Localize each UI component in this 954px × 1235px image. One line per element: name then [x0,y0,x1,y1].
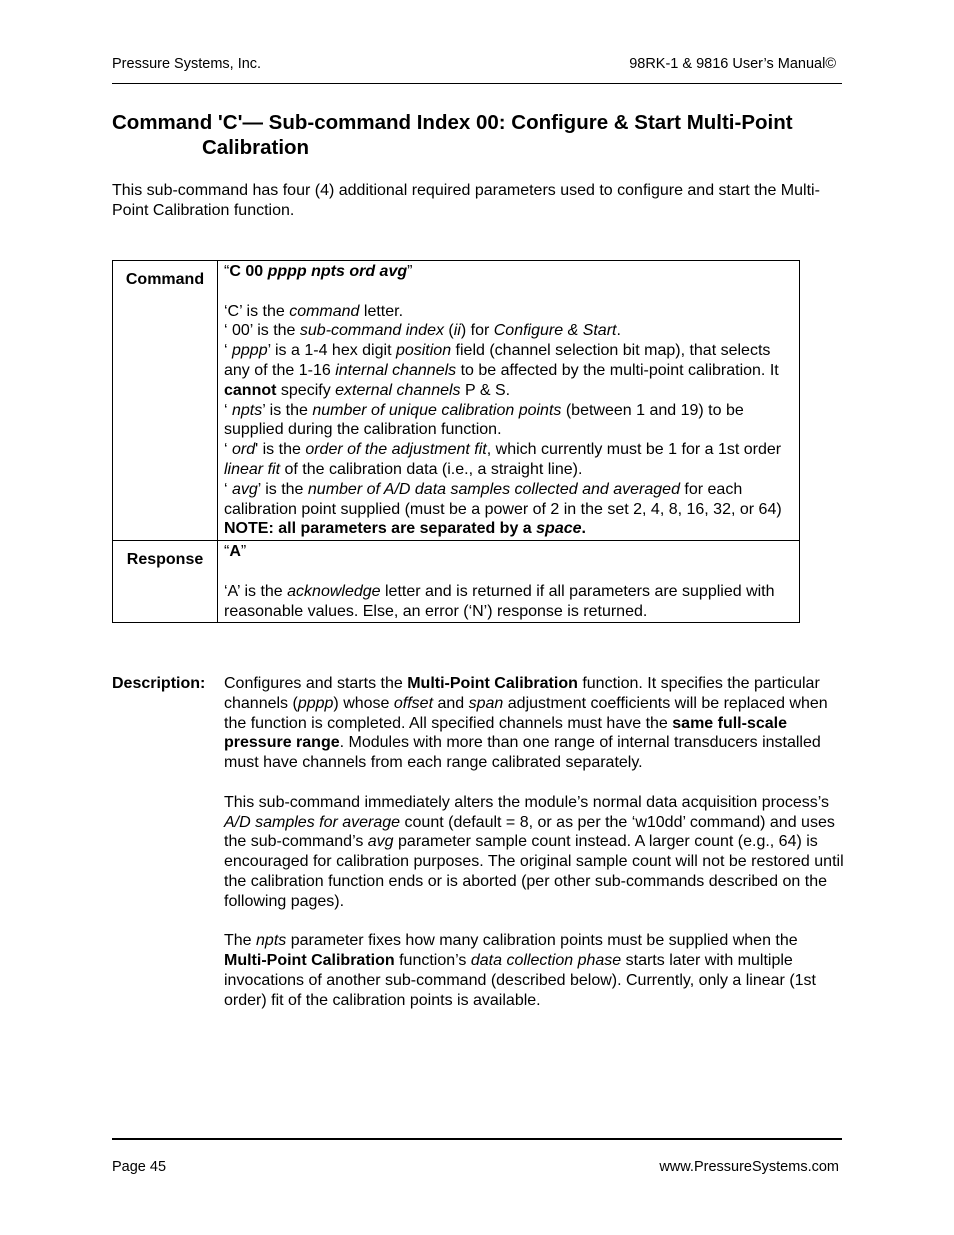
footer-page-number: Page 45 [112,1159,167,1175]
description-paragraph-1: Configures and starts the Multi-Point Calibration function. It specifies the particular channels (pppp) whose offset and span adjustment coefficients will be replaced when the function is completed. All specified channels must have the same full-scale pressure range. Modules with more than one range of internal transducers installed must have channels from each range calibrated separately. [224,675,828,772]
param-c: ‘C’ is the command letter. [224,302,404,320]
header-rule [112,83,842,84]
command-table [112,260,800,623]
description-paragraph-2: This sub-command immediately alters the module’s normal data acquisition process’s A/D samples for average count (default = 8, or as per the ‘w10dd’ command) and uses the sub-command’s avg parameter sample count instead. A larger count (e.g., 64) is encouraged for calibration purposes. The original sample count will not be restored until the calibration function ends or is aborted (per other sub-commands described on the following pages). [224,793,844,910]
description-body [224,674,844,1030]
footer-rule [112,1138,842,1140]
intro-paragraph: This sub-command has four (4) additional required parameters used to configure and start the Multi-Point Calibration function. [112,182,820,219]
footer-url: www.PressureSystems.com [659,1159,839,1175]
header-company: Pressure Systems, Inc. [112,56,262,72]
response-value: “A” [224,543,247,561]
response-text: ‘A’ is the acknowledge letter and is returned if all parameters are supplied with reasonable values. Else, an error (‘N’) response is returned. [224,582,775,620]
command-description [218,261,800,541]
response-row [113,541,800,623]
header-manual-title: 98RK-1 & 9816 User’s Manual© [629,56,836,72]
command-label: Command [113,261,218,541]
response-label: Response [113,541,218,623]
page-title-line2: Calibration [202,136,310,159]
description-label: Description: [112,675,206,692]
response-description [218,541,800,623]
page-title [112,110,852,160]
param-avg: ‘ avg’ is the number of A/D data samples collected and averaged for each calibration point supplied (must be a power of 2 in the set 2, 4, 8, 16, 32, or 64) [224,480,782,518]
param-index: ‘ 00’ is the sub-command index (ii) for Configure & Start. [224,322,621,340]
description-paragraph-3: The npts parameter fixes how many calibration points must be supplied when the Multi-Point Calibration function’s data collection phase starts later with multiple invocations of another sub-command (described below). Currently, only a linear (1st order) fit of the calibration points is available. [224,932,816,1009]
page-title-line1: Command 'C'— Sub-command Index 00: Configure & Start Multi-Point [112,111,793,134]
command-syntax: “C 00 pppp npts ord avg” [224,263,413,280]
param-note: NOTE: all parameters are separated by a space. [224,520,586,538]
param-pppp: ‘ pppp’ is a 1-4 hex digit position field (channel selection bit map), that selects any of the 1-16 internal channels to be affected by the multi-point calibration. It cannot specify external channels P & S. [224,342,779,399]
command-row [113,261,800,541]
param-npts: ‘ npts’ is the number of unique calibration points (between 1 and 19) to be supplied during the calibration function. [224,401,744,439]
param-ord: ‘ ord' is the order of the adjustment fit, which currently must be 1 for a 1st order linear fit of the calibration data (i.e., a straight line). [224,441,782,478]
